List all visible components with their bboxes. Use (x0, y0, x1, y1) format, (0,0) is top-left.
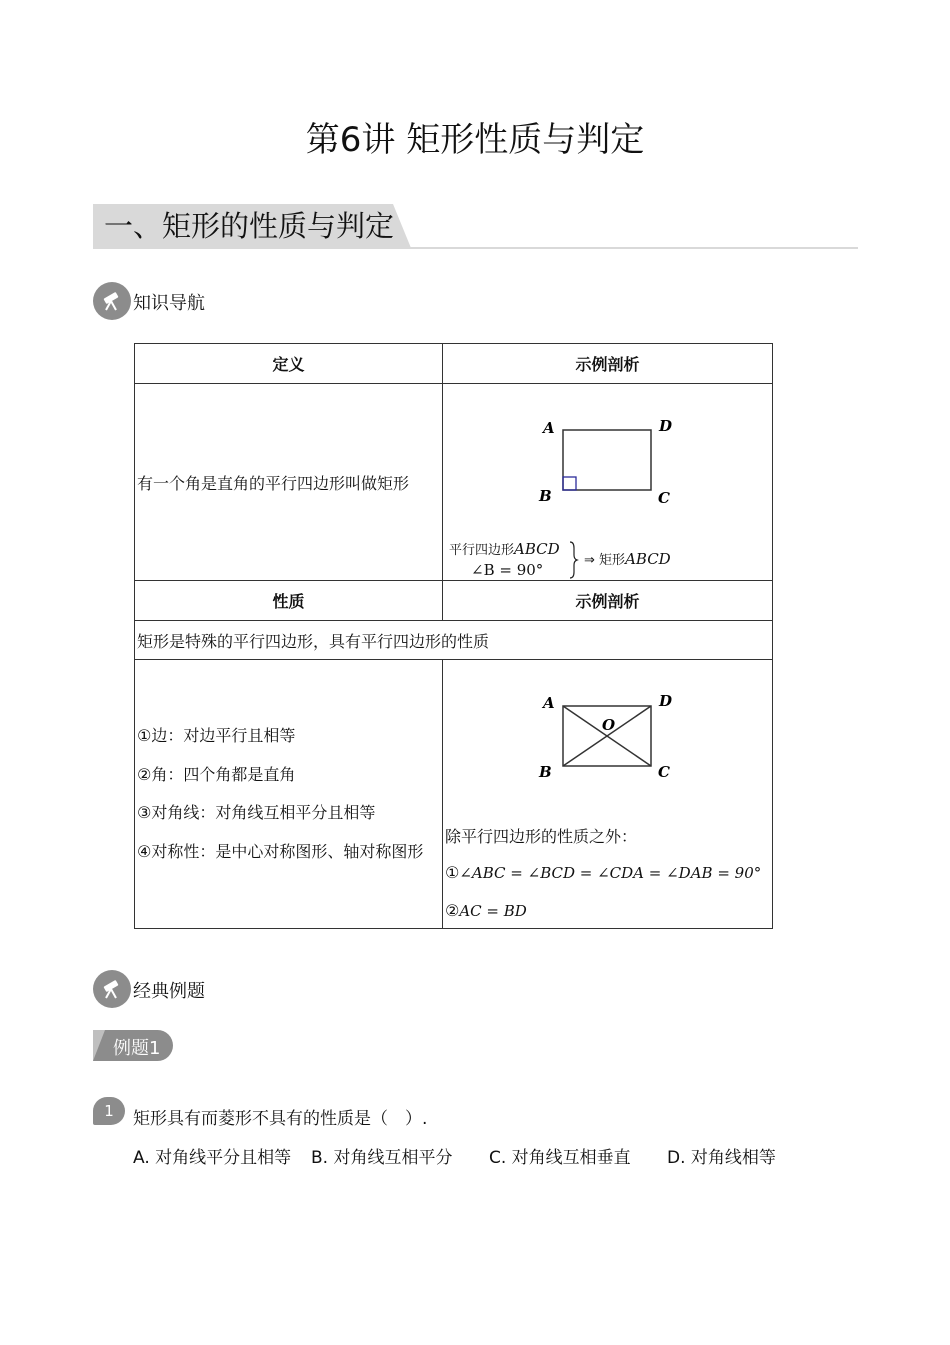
property-common-text: 矩形是特殊的平行四边形，具有平行四边形的性质 (137, 631, 490, 651)
header-example-2: 示例剖析 (443, 581, 773, 621)
formula-line2: ∠B = 90° (471, 561, 544, 579)
header-definition: 定义 (135, 344, 443, 384)
page-title: 第6讲 矩形性质与判定 (305, 120, 645, 160)
label-o: O (602, 716, 616, 734)
extra-diagonals: ②AC = BD (445, 901, 527, 920)
formula-line1: 平行四边形ABCD (449, 540, 560, 558)
header-example: 示例剖析 (443, 344, 773, 384)
property-diagonal: ③对角线：对角线互相平分且相等 (137, 803, 376, 822)
option-b: B. 对角线互相平分 (311, 1148, 453, 1168)
definition-example-cell (443, 384, 773, 581)
label-d: D (659, 417, 673, 435)
label-b-2: B (539, 763, 552, 781)
label-c: C (658, 489, 670, 507)
rectangle-diagonal-diagram (443, 660, 771, 790)
section-heading: 一、矩形的性质与判定 (104, 209, 395, 243)
right-angle-mark (563, 477, 576, 490)
brace (570, 542, 577, 578)
header-property: 性质 (135, 581, 443, 621)
property-common-cell (135, 621, 773, 660)
section-divider (93, 247, 858, 249)
knowledge-table (134, 343, 773, 929)
question-number: 1 (93, 1097, 125, 1125)
properties-cell (135, 660, 443, 929)
definition-cell (135, 384, 443, 581)
option-a: A. 对角线平分且相等 (133, 1148, 292, 1168)
question-text: 矩形具有而菱形不具有的性质是（ ）. (133, 1109, 428, 1129)
option-d: D. 对角线相等 (667, 1148, 776, 1168)
examples-label: 经典例题 (133, 981, 205, 1002)
option-c: C. 对角线互相垂直 (489, 1148, 631, 1168)
property-symmetry: ④对称性：是中心对称图形、轴对称图形 (137, 841, 424, 861)
extra-angles: ①∠ABC = ∠BCD = ∠CDA = ∠DAB = 90° (445, 863, 762, 882)
label-b: B (539, 487, 552, 505)
definition-text: 有一个角是直角的平行四边形叫做矩形 (137, 473, 410, 493)
property-side: ①边：对边平行且相等 (137, 726, 296, 745)
label-c-2: C (658, 763, 670, 781)
label-a: A (543, 419, 555, 437)
example-tab: 例题1 (93, 1030, 173, 1061)
knowledge-nav-label: 知识导航 (133, 293, 205, 314)
properties-example-cell (443, 660, 773, 929)
extra-intro: 除平行四边形的性质之外： (445, 827, 638, 846)
telescope-icon-2 (93, 970, 131, 1008)
formula-result: ⇒ 矩形ABCD (584, 550, 671, 568)
property-angle: ②角：四个角都是直角 (137, 764, 296, 784)
telescope-icon (93, 282, 131, 320)
label-a-2: A (543, 694, 555, 712)
label-d-2: D (659, 692, 673, 710)
